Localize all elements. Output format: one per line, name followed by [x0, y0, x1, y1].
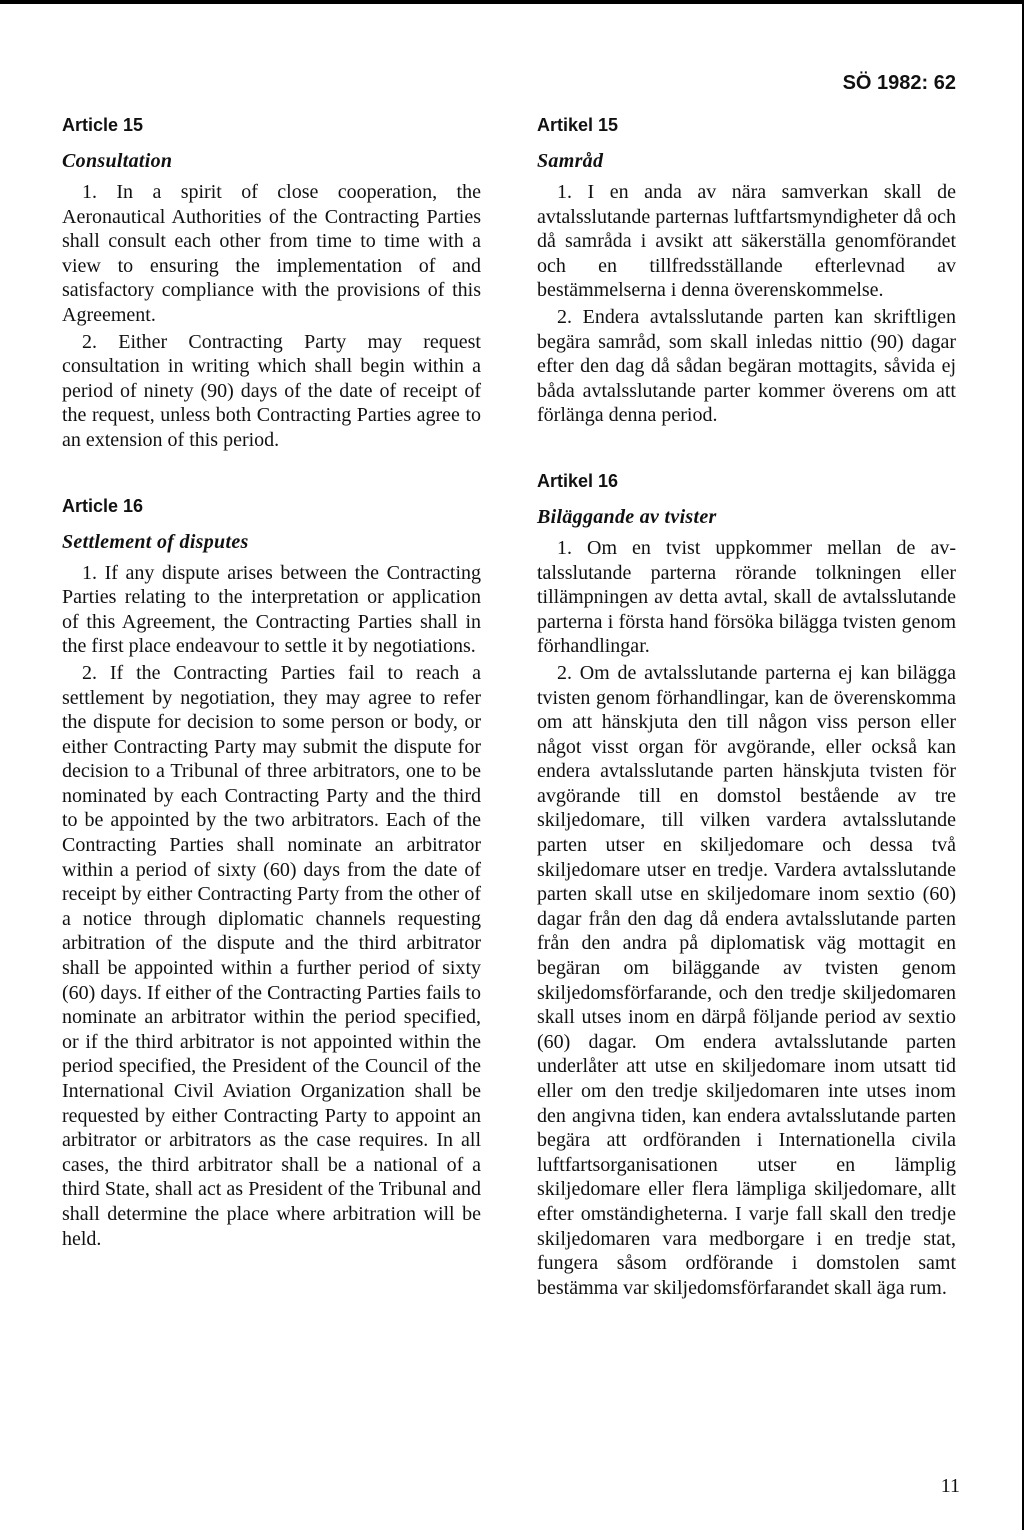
article-heading: Article 15 — [62, 115, 144, 135]
article-subheading: Consultation — [62, 150, 173, 172]
article-heading: Artikel 16 — [537, 470, 619, 491]
article-subheading: Biläggande av tvister — [537, 505, 717, 528]
paragraph: 2. Endera avtalsslutande parten kan skriftligen begära samråd, som skall inledas nittio (90) dagar efter den dag då sådan begäran mottagits, såvida ej båda avtalsslutande parter kommer överens om att förlänga denna period. — [537, 305, 956, 427]
article-15-sv — [537, 112, 956, 428]
english-column — [62, 112, 481, 1253]
article-subheading: Settlement of disputes — [62, 530, 249, 553]
paragraph: 1. I en anda av nära samverkan skall de avtalsslutande parternas luftfartsmyndigheter då och då samråda i avsikt att säkerställa genomförandet och en tillfredsställande efterlevnad av bestämmelserna i denna överenskommelse. — [537, 181, 956, 302]
article-16-sv — [537, 468, 956, 1300]
article-16-en — [62, 493, 481, 1252]
paragraph: 2. If the Contracting Parties fail to reach a settlement by negotiation, they may agree to refer the dispute for decision to some person or body, or either Contracting Party may submit the dispute for decision to a Tribunal of three arbitrators, one to be nominated by each Contracting Party and the third to be appointed by the two arbitrators. Each of the Contracting Parties shall nominate an arbitrator within a period of sixty (60) days from the date of receipt by either Contracting Party from the other of a notice through diplomatic channels requesting arbitration of the dispute and the third arbitrator shall be appointed within a further period of sixty (60) days. If either of the Contracting Parties fails to nominate an arbitrator within the period specified, or if the third arbitrator is not appointed within the period specified, the President of the Council of the International Civil Aviation Organization shall be requested by either Contracting Party to appoint an arbitrator or arbitrators as the case requires. In all cases, the third arbitrator shall be a national of a third State, shall act as President of the Tribunal and shall determine the place where arbitration will be held. — [62, 661, 481, 1250]
paragraph: 1. In a spirit of close cooperation, the Aeronautical Authorities of the Contracting Parties shall consult each other from time to time with a view to ensuring the implementation of and satisfactory compliance with the provisions of this Agreement. — [62, 181, 481, 326]
article-heading: Article 16 — [62, 495, 144, 516]
article-heading: Artikel 15 — [537, 115, 619, 135]
paragraph: 1. Om en tvist uppkommer mellan de avtalsslutande parterna rörande tolkningen eller tillämpningen av detta avtal, skall de avtalsslutande parterna i första hand försöka bilägga tvisten genom förhandlingar. — [537, 536, 956, 658]
document-reference: SÖ 1982: 62 — [842, 72, 956, 94]
article-15-en — [62, 112, 481, 453]
paragraph: 2. Om de avtalsslutande parterna ej kan bilägga tvisten genom förhandlingar, kan de överenskomma om att hänskjuta den till någon viss person eller något visst organ för avgörande, eller också kan endera avtalsslutande parten hänskjuta tvisten för avgörande till en domstol bestående av tre skiljedomare, till vilken vardera avtalsslutande parten utser en skiljedomare och dessa två skiljedomare utser en tredje. Vardera avtalsslutande parten skall utse en skiljedomare inom sextio (60) dagar från den dag då endera avtalsslutande parten från den andra på diplomatisk väg mottagit en begäran om biläggande av tvisten genom skiljedomsförfarande, och den tredje skiljedomaren skall utses inom en därpå följande period av sextio (60) dagar. Om endera avtalsslutande parten underlåter att utse en skiljedomare inom utsatt tid eller om den tredje skiljedomaren inte utses inom den angivna tiden, kan endera avtalsslutande parten begära att ordföranden i Internationella civila luftfartsorganisationen utser en lämplig skiljedomare eller flera lämpliga skiljedomare, allt efter omständigheterna. I varje fall skall den tredje skiljedomaren vara medborgare i en tredje stat, fungera såsom ordförande i domstolen samt bestämma var skiljedomsförfarandet skall äga rum. — [537, 661, 956, 1299]
paragraph: 2. Either Contracting Party may request consultation in writing which shall begin within a period of ninety (90) days of the date of receipt of the request, unless both Contracting Parties agree to an extension of this period. — [62, 330, 481, 451]
page-number: 11 — [940, 1475, 960, 1497]
swedish-column — [537, 112, 956, 1302]
scan-edge-top — [0, 0, 1024, 4]
paragraph: 1. If any dispute arises between the Contracting Parties relating to the interpretation or application of this Agreement, the Contracting Parties shall in the first place endeavour to settle it by negotiations. — [62, 561, 481, 658]
article-subheading: Samråd — [537, 150, 604, 172]
